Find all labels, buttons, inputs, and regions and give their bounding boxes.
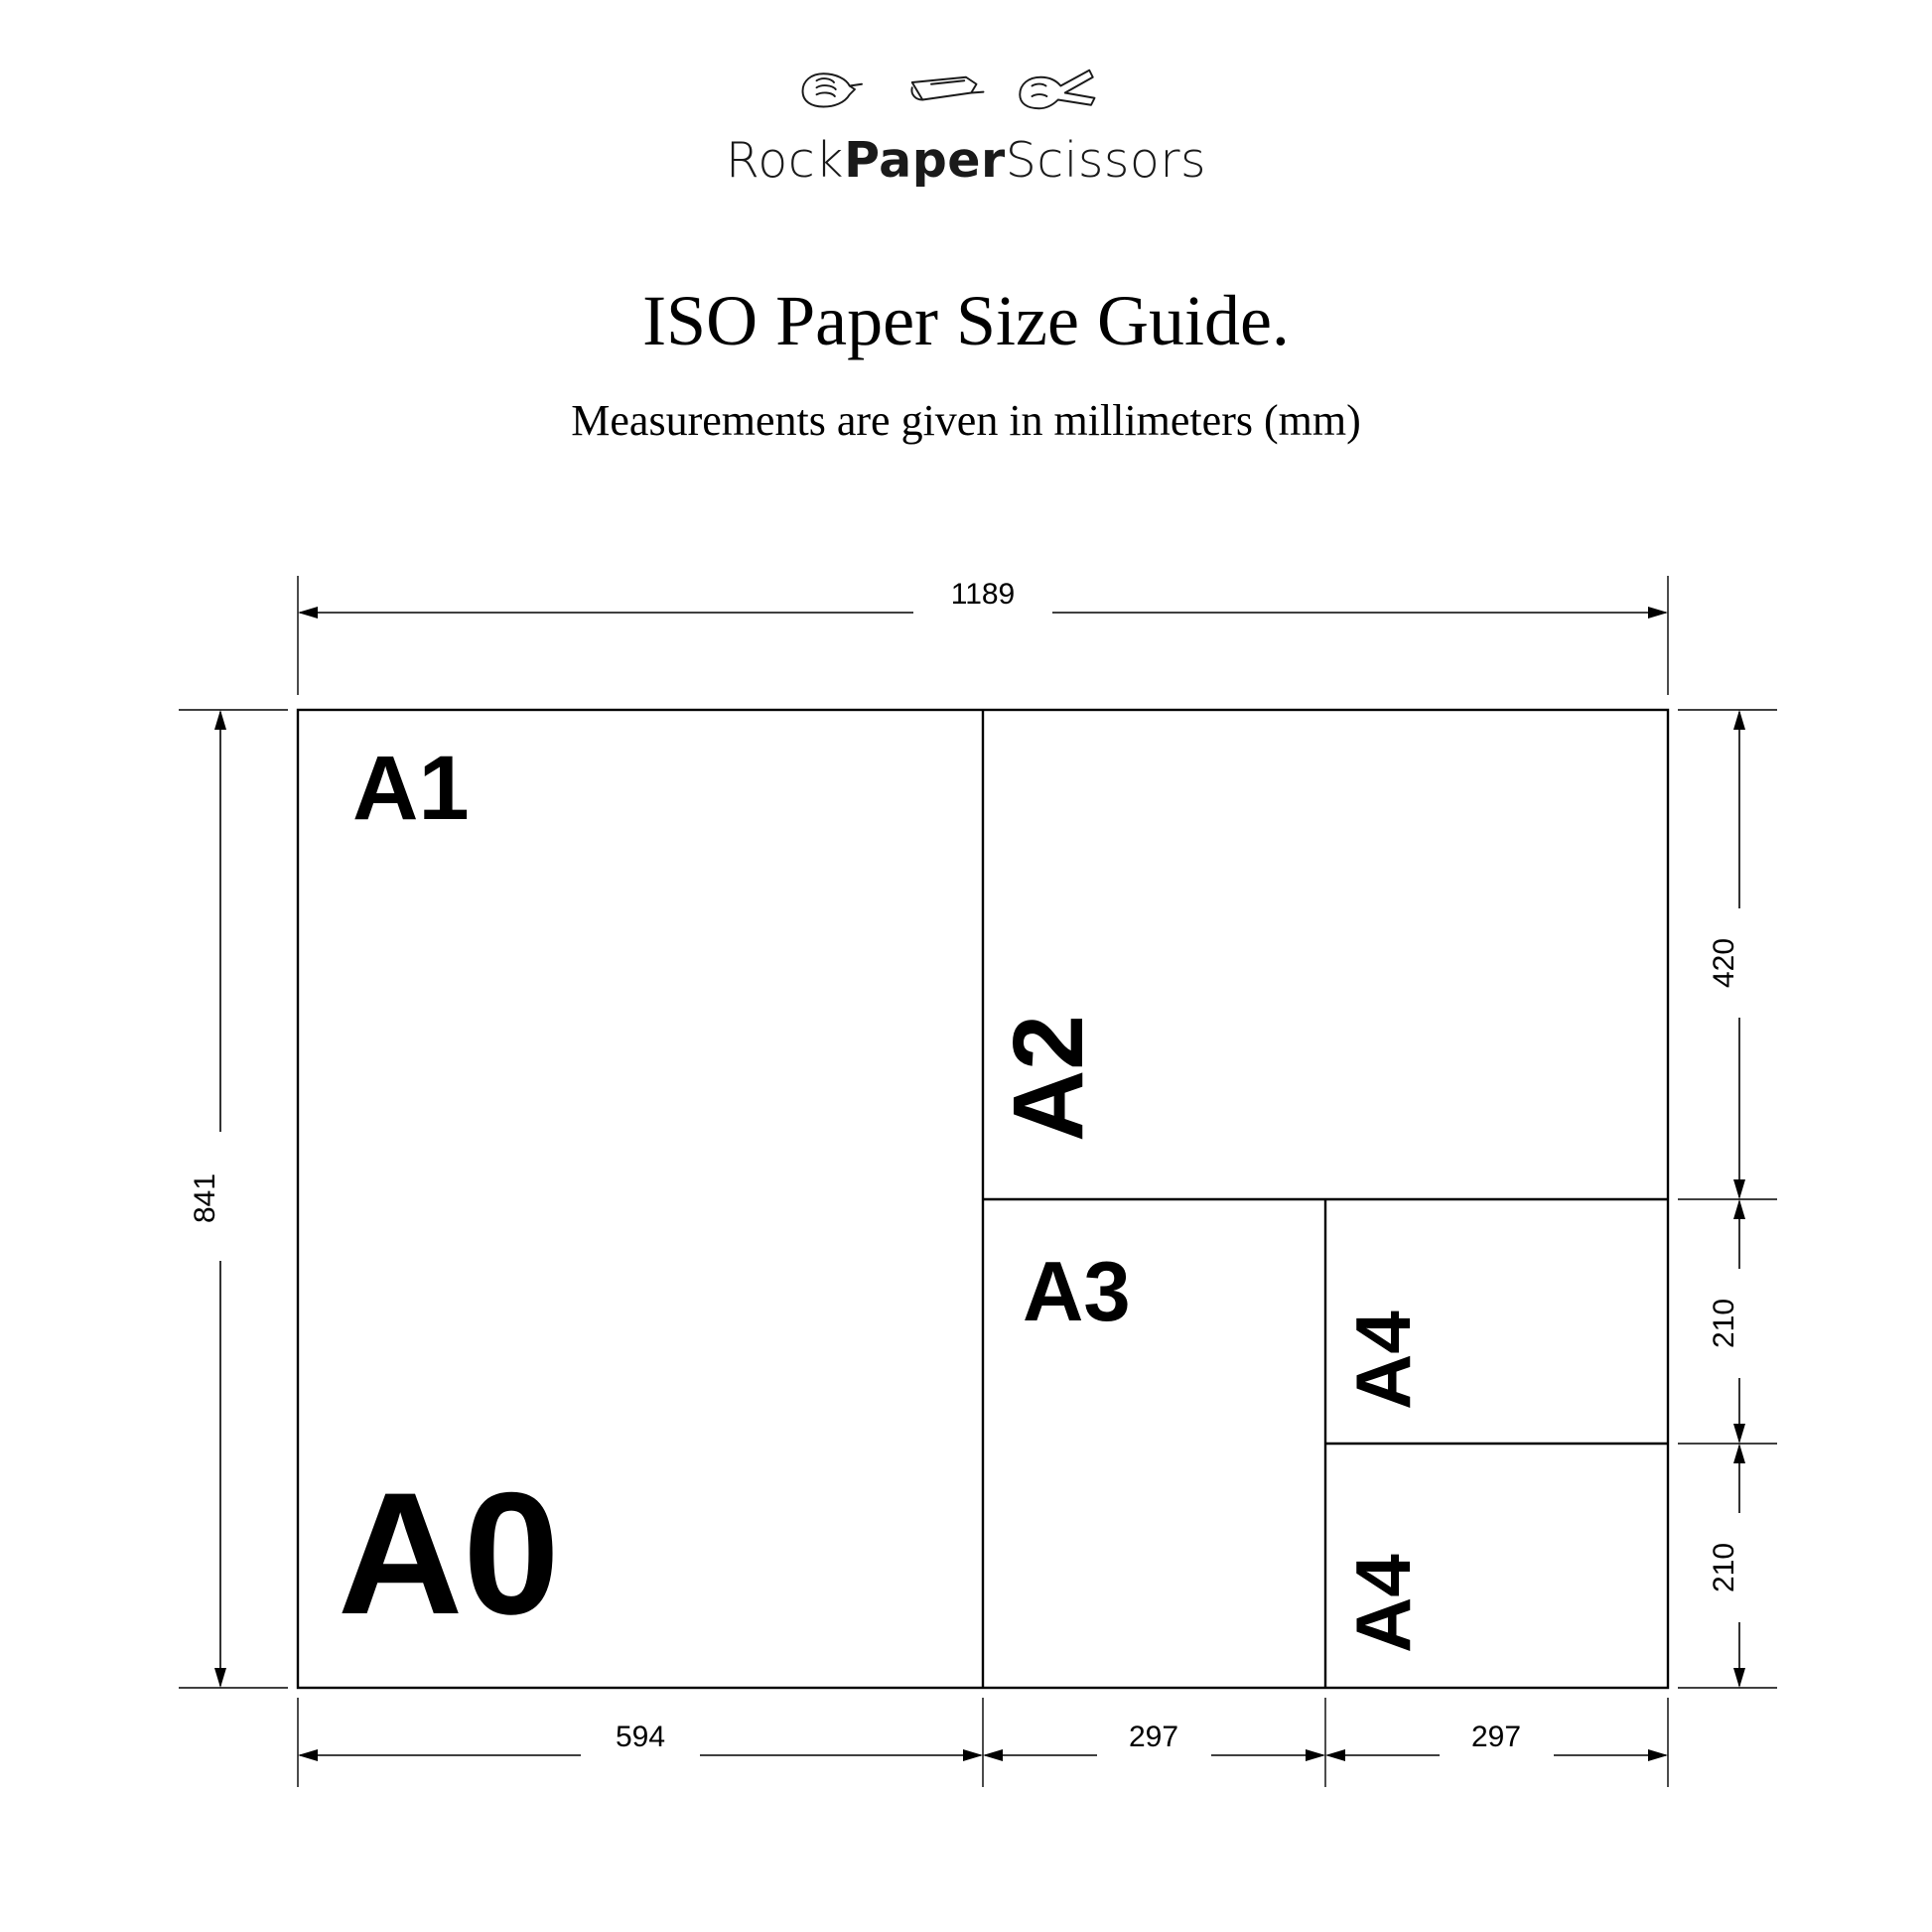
brand-name-paper: Paper — [844, 132, 1006, 189]
page-subtitle: Measurements are given in millimeters (mm) — [571, 396, 1361, 445]
arrow-left-top — [214, 710, 226, 730]
page-title: ISO Paper Size Guide. — [642, 281, 1290, 360]
arrow-bottom-right-b — [1648, 1749, 1668, 1761]
arrow-top-right — [1648, 607, 1668, 619]
paper-label-a4-bottom: A4 — [1339, 1554, 1427, 1653]
brand-name-scissors: Scissors — [1005, 132, 1207, 189]
paper-label-a4-top: A4 — [1339, 1311, 1427, 1410]
dim-label-top: 1189 — [950, 578, 1016, 611]
arrow-left-bottom — [214, 1668, 226, 1688]
arrow-bottom-right-a — [1325, 1749, 1345, 1761]
dim-label-left: 841 — [189, 1173, 221, 1224]
arrow-bottom-left-a — [298, 1749, 318, 1761]
dim-label-right-bottom: 210 — [1708, 1542, 1740, 1593]
arrow-right-mid-a — [1733, 1199, 1745, 1219]
dim-label-bottom-right: 297 — [1470, 1721, 1522, 1753]
arrow-bottom-mid-a — [983, 1749, 1003, 1761]
arrow-bottom-left-b — [963, 1749, 983, 1761]
dim-label-bottom-left: 594 — [615, 1721, 666, 1753]
dim-label-right-mid: 210 — [1708, 1298, 1740, 1349]
dim-label-bottom-mid: 297 — [1128, 1721, 1179, 1753]
arrow-right-bottom-b — [1733, 1668, 1745, 1688]
arrow-top-left — [298, 607, 318, 619]
brand-name-rock: Rock — [725, 132, 845, 189]
paper-label-a1: A1 — [352, 738, 470, 839]
arrow-right-bottom-a — [1733, 1444, 1745, 1463]
paper-label-a0: A0 — [338, 1457, 560, 1651]
paper-label-a3: A3 — [1023, 1245, 1131, 1339]
arrow-right-top-a — [1733, 710, 1745, 730]
dim-label-right-top: 420 — [1708, 937, 1740, 989]
arrow-right-top-b — [1733, 1179, 1745, 1199]
arrow-bottom-mid-b — [1306, 1749, 1325, 1761]
arrow-right-mid-b — [1733, 1424, 1745, 1444]
paper-label-a2: A2 — [993, 1015, 1104, 1142]
